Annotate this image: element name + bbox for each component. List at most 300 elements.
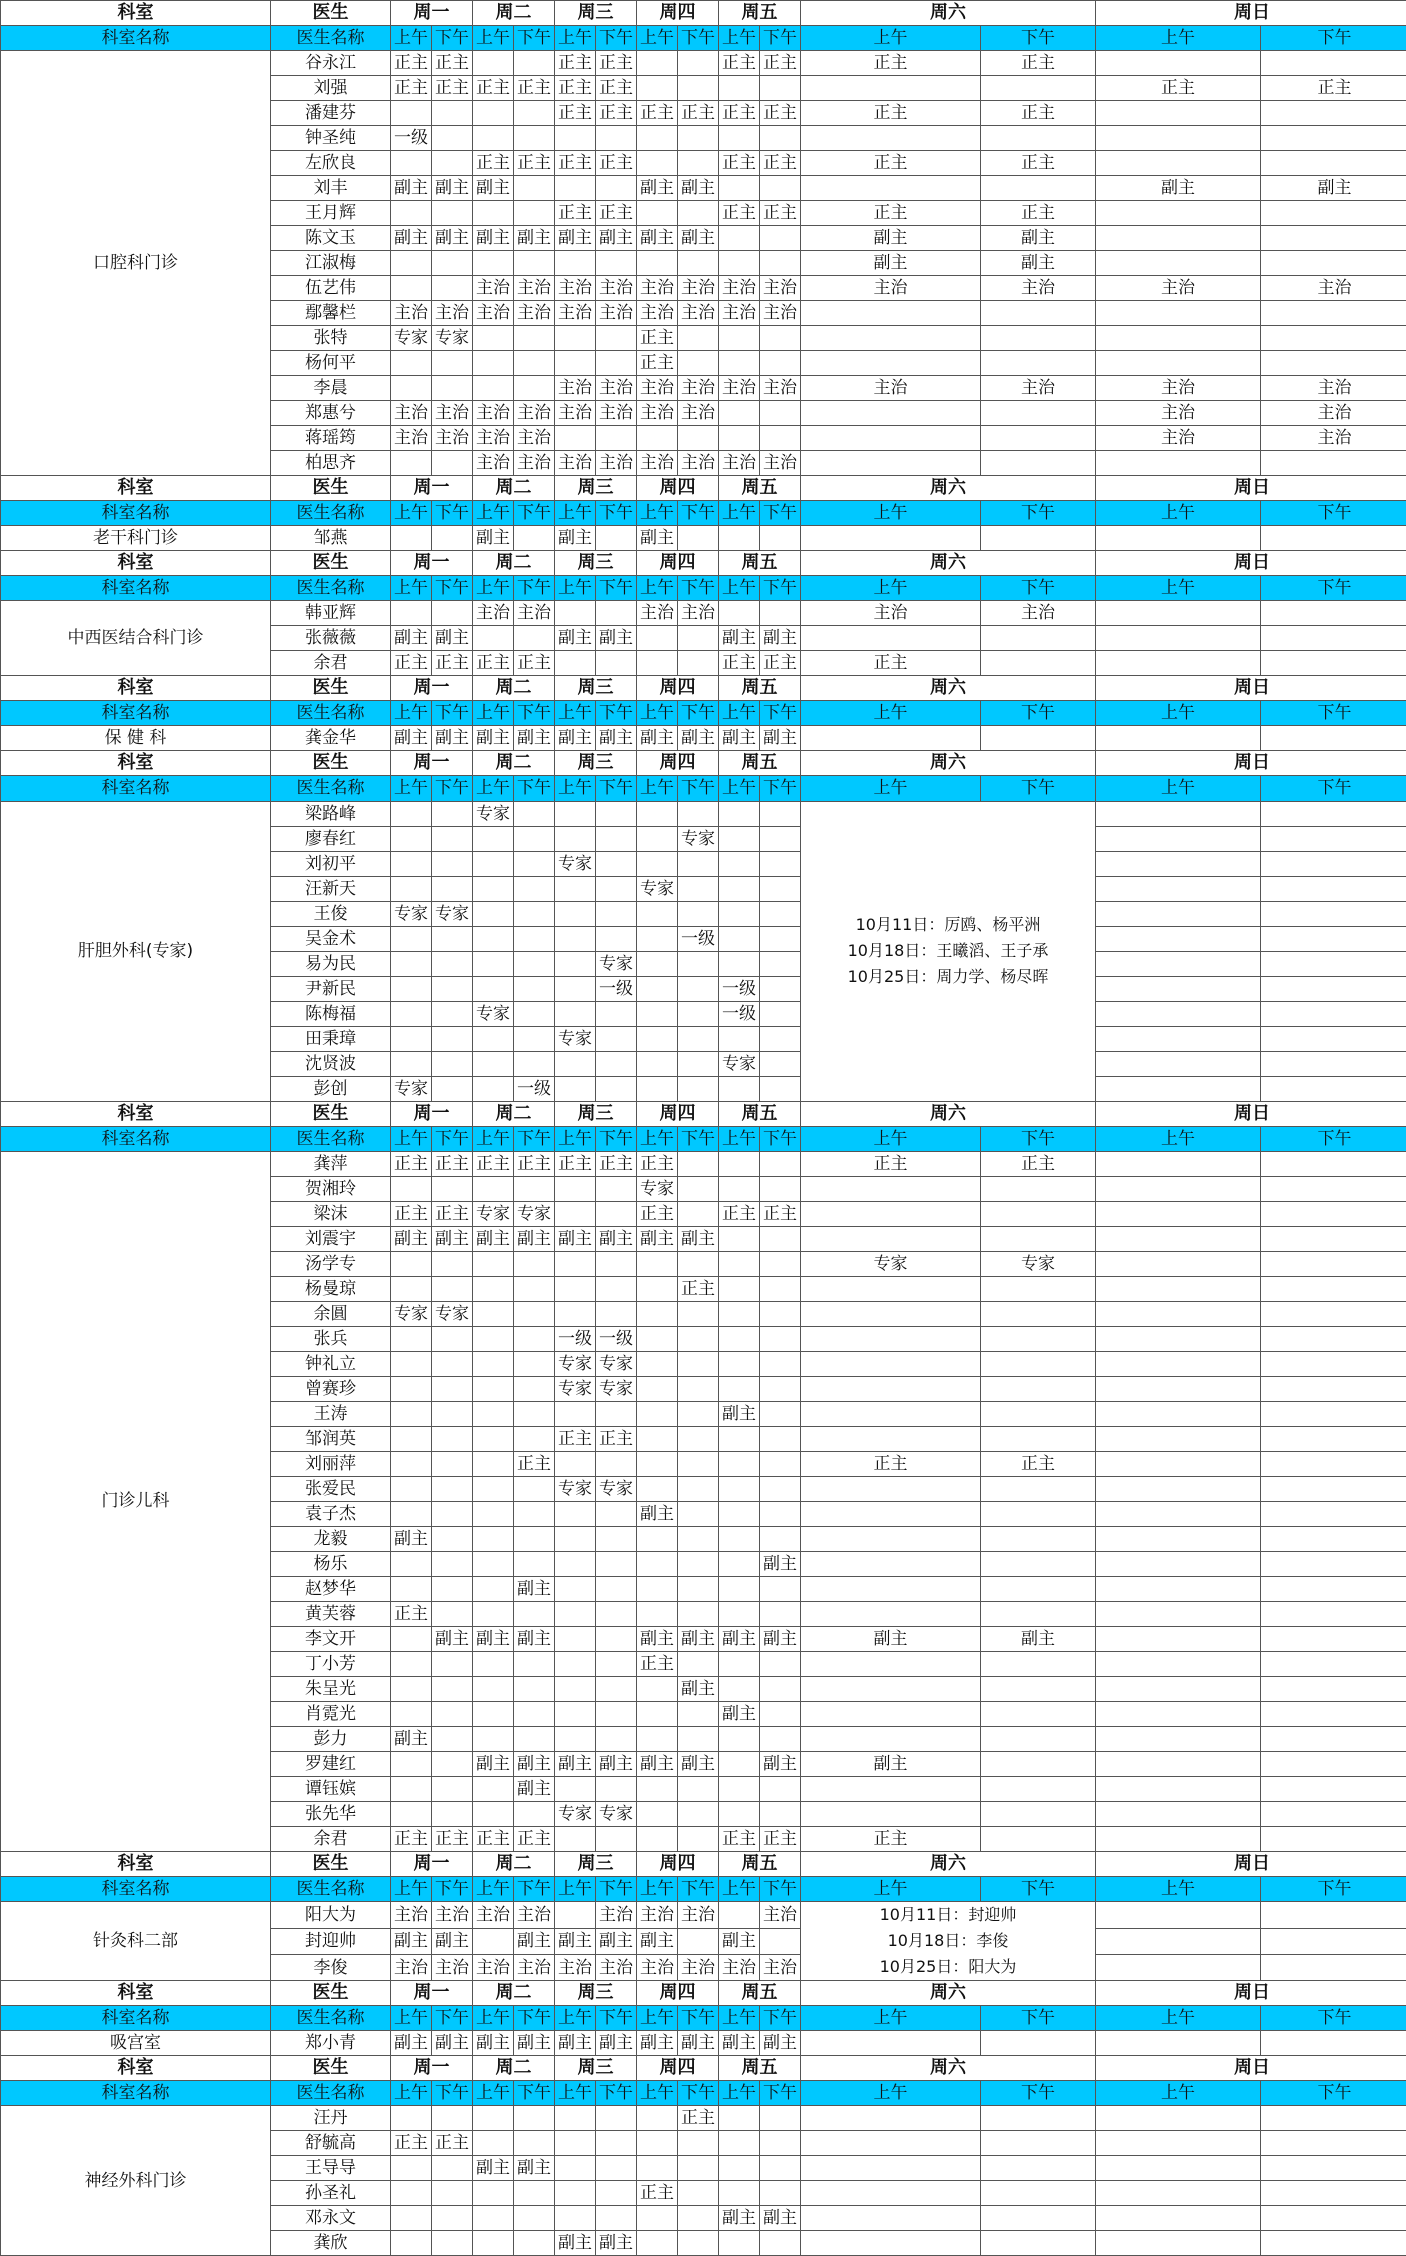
shift-cell	[1096, 951, 1261, 976]
shift-cell	[719, 1326, 760, 1351]
shift-cell	[391, 1001, 432, 1026]
shift-cell	[555, 1401, 596, 1426]
shift-cell: 正主	[596, 1151, 637, 1176]
shift-cell: 主治	[637, 451, 678, 476]
pm-header: 下午	[981, 701, 1096, 726]
shift-cell	[678, 76, 719, 101]
am-header: 上午	[555, 701, 596, 726]
shift-cell	[719, 76, 760, 101]
shift-cell: 正主	[801, 201, 981, 226]
shift-cell: 副主	[514, 726, 555, 751]
shift-cell	[719, 1151, 760, 1176]
shift-cell: 副主	[637, 1752, 678, 1777]
shift-cell: 正主	[760, 151, 801, 176]
shift-cell	[1261, 1076, 1406, 1101]
dept-header: 科室	[1, 751, 271, 776]
shift-cell	[637, 1451, 678, 1476]
pm-header: 下午	[760, 576, 801, 601]
shift-cell	[1261, 351, 1406, 376]
shift-cell	[760, 976, 801, 1001]
shift-cell: 副主	[391, 1727, 432, 1752]
shift-cell	[981, 1727, 1096, 1752]
shift-cell	[1096, 1376, 1261, 1401]
shift-cell: 副主	[514, 1928, 555, 1954]
shift-cell	[514, 1727, 555, 1752]
shift-cell: 正主	[678, 101, 719, 126]
shift-cell	[432, 1702, 473, 1727]
shift-cell	[1261, 1827, 1406, 1852]
weekend-note-line: 10月25日：周力学、杨尽晖	[801, 964, 1095, 990]
shift-cell	[1096, 1251, 1261, 1276]
shift-cell	[1096, 201, 1261, 226]
shift-cell	[1261, 826, 1406, 851]
shift-cell	[760, 1026, 801, 1051]
shift-cell	[596, 901, 637, 926]
shift-cell	[1096, 1702, 1261, 1727]
shift-cell	[555, 876, 596, 901]
shift-cell	[432, 1551, 473, 1576]
day-header: 周日	[1096, 551, 1406, 576]
shift-cell	[1096, 1652, 1261, 1677]
weekend-note-line: 10月25日：阳大为	[801, 1954, 1095, 1980]
shift-cell	[760, 1301, 801, 1326]
shift-cell: 副主	[637, 1627, 678, 1652]
shift-cell: 主治	[801, 601, 981, 626]
shift-cell	[391, 851, 432, 876]
shift-cell: 正主	[473, 151, 514, 176]
day-header: 周四	[637, 2056, 719, 2081]
shift-cell	[760, 1051, 801, 1076]
shift-cell: 专家	[596, 1351, 637, 1376]
shift-cell	[1096, 351, 1261, 376]
shift-cell	[637, 76, 678, 101]
shift-cell	[678, 126, 719, 151]
am-header: 上午	[719, 1877, 760, 1902]
shift-cell	[637, 151, 678, 176]
shift-cell: 副主	[432, 626, 473, 651]
pm-header: 下午	[432, 501, 473, 526]
shift-cell	[473, 2106, 514, 2131]
pm-header: 下午	[514, 1877, 555, 1902]
shift-cell	[1261, 1176, 1406, 1201]
shift-cell	[432, 101, 473, 126]
shift-cell	[801, 2031, 981, 2056]
shift-cell: 主治	[555, 276, 596, 301]
day-header: 周三	[555, 1, 637, 26]
shift-cell: 副主	[981, 251, 1096, 276]
shift-cell: 一级	[555, 1326, 596, 1351]
shift-cell: 副主	[719, 1627, 760, 1652]
doctor-name: 赵梦华	[271, 1576, 391, 1601]
doctor-name: 谷永江	[271, 51, 391, 76]
shift-cell	[637, 901, 678, 926]
shift-cell: 副主	[432, 726, 473, 751]
doctor-name: 张薇薇	[271, 626, 391, 651]
shift-cell: 一级	[719, 976, 760, 1001]
shift-cell	[596, 1201, 637, 1226]
shift-cell	[719, 426, 760, 451]
shift-cell	[637, 926, 678, 951]
shift-cell	[514, 1026, 555, 1051]
shift-cell	[760, 2156, 801, 2181]
shift-cell	[760, 2231, 801, 2256]
shift-cell: 正主	[1096, 76, 1261, 101]
am-header: 上午	[637, 26, 678, 51]
shift-cell	[555, 1526, 596, 1551]
shift-cell	[391, 1576, 432, 1601]
shift-cell: 主治	[473, 401, 514, 426]
shift-cell: 正主	[596, 101, 637, 126]
shift-cell	[391, 2181, 432, 2206]
shift-cell: 专家	[473, 801, 514, 826]
shift-cell	[719, 1251, 760, 1276]
day-header: 周一	[391, 1101, 473, 1126]
doctor-name: 廖春红	[271, 826, 391, 851]
shift-cell	[801, 76, 981, 101]
shift-cell: 主治	[760, 1902, 801, 1928]
shift-cell	[1096, 101, 1261, 126]
shift-cell	[1096, 801, 1261, 826]
shift-cell	[596, 1001, 637, 1026]
shift-cell: 主治	[473, 1954, 514, 1980]
shift-cell	[981, 1752, 1096, 1777]
shift-cell: 主治	[596, 301, 637, 326]
day-header: 周四	[637, 551, 719, 576]
day-header: 周六	[801, 1852, 1096, 1877]
shift-cell	[432, 1752, 473, 1777]
shift-cell	[1096, 926, 1261, 951]
shift-cell	[473, 2231, 514, 2256]
shift-cell: 正主	[432, 1827, 473, 1852]
am-header: 上午	[719, 26, 760, 51]
shift-cell	[514, 851, 555, 876]
doctor-header: 医生	[271, 1852, 391, 1877]
shift-cell: 正主	[760, 51, 801, 76]
shift-cell	[760, 176, 801, 201]
shift-cell	[801, 1501, 981, 1526]
pm-header: 下午	[760, 776, 801, 801]
shift-cell	[637, 1351, 678, 1376]
shift-cell	[719, 1351, 760, 1376]
shift-cell	[473, 101, 514, 126]
shift-cell	[719, 876, 760, 901]
shift-cell: 正主	[801, 1451, 981, 1476]
doctor-name: 阳大为	[271, 1902, 391, 1928]
shift-cell	[432, 976, 473, 1001]
shift-cell	[801, 1376, 981, 1401]
shift-cell	[719, 1076, 760, 1101]
section-header-row	[1, 551, 1406, 576]
shift-cell	[1096, 1426, 1261, 1451]
shift-cell	[1096, 1026, 1261, 1051]
shift-cell	[555, 651, 596, 676]
shift-cell: 正主	[678, 2106, 719, 2131]
shift-cell: 正主	[637, 1652, 678, 1677]
am-header: 上午	[473, 26, 514, 51]
shift-cell	[1261, 801, 1406, 826]
shift-cell: 专家	[596, 1476, 637, 1501]
shift-cell	[391, 601, 432, 626]
shift-cell	[473, 51, 514, 76]
day-header: 周五	[719, 476, 801, 501]
shift-cell	[1096, 1501, 1261, 1526]
dept-header: 科室	[1, 676, 271, 701]
shift-cell	[514, 1176, 555, 1201]
day-header: 周二	[473, 1101, 555, 1126]
shift-cell	[1096, 2231, 1261, 2256]
shift-cell	[555, 1076, 596, 1101]
shift-cell	[719, 1677, 760, 1702]
shift-cell	[432, 1351, 473, 1376]
dept-name-header: 科室名称	[1, 2081, 271, 2106]
shift-cell	[473, 1076, 514, 1101]
doctor-name: 田秉璋	[271, 1026, 391, 1051]
shift-cell	[719, 1476, 760, 1501]
doctor-name: 梁沫	[271, 1201, 391, 1226]
shift-cell	[514, 51, 555, 76]
shift-cell	[596, 526, 637, 551]
dept-name: 针灸科二部	[1, 1902, 271, 1981]
shift-cell	[596, 1501, 637, 1526]
shift-cell	[801, 1702, 981, 1727]
shift-cell	[1261, 1451, 1406, 1476]
shift-cell	[678, 1526, 719, 1551]
shift-cell	[555, 976, 596, 1001]
shift-cell	[760, 1476, 801, 1501]
shift-cell	[760, 1727, 801, 1752]
pm-header: 下午	[596, 26, 637, 51]
section-header-row	[1, 1, 1406, 26]
shift-cell	[719, 2106, 760, 2131]
day-header: 周五	[719, 2056, 801, 2081]
shift-cell	[432, 876, 473, 901]
pm-header: 下午	[1261, 776, 1406, 801]
shift-cell: 副主	[555, 626, 596, 651]
shift-cell: 副主	[514, 2156, 555, 2181]
shift-cell	[596, 1652, 637, 1677]
shift-cell	[1261, 876, 1406, 901]
section-header-row	[1, 751, 1406, 776]
shift-cell: 正主	[981, 51, 1096, 76]
shift-cell	[719, 1026, 760, 1051]
shift-cell	[637, 1076, 678, 1101]
shift-cell: 正主	[637, 326, 678, 351]
doctor-name: 郑小青	[271, 2031, 391, 2056]
shift-cell	[596, 1301, 637, 1326]
shift-cell	[981, 2031, 1096, 2056]
shift-cell	[1261, 1026, 1406, 1051]
shift-cell	[555, 1501, 596, 1526]
day-header: 周六	[801, 1981, 1096, 2006]
day-header: 周六	[801, 476, 1096, 501]
shift-cell	[760, 401, 801, 426]
shift-cell	[391, 2206, 432, 2231]
shift-cell	[678, 976, 719, 1001]
am-header: 上午	[1096, 776, 1261, 801]
shift-cell	[1096, 326, 1261, 351]
shift-cell: 副主	[391, 2031, 432, 2056]
shift-cell	[514, 1476, 555, 1501]
shift-cell	[391, 1702, 432, 1727]
shift-cell	[801, 626, 981, 651]
pm-header: 下午	[596, 576, 637, 601]
shift-cell	[637, 2106, 678, 2131]
pm-header: 下午	[432, 26, 473, 51]
shift-cell	[801, 2231, 981, 2256]
shift-cell	[801, 1276, 981, 1301]
shift-cell	[1261, 1301, 1406, 1326]
shift-cell: 正主	[637, 101, 678, 126]
shift-cell	[432, 1727, 473, 1752]
section-subheader-row	[1, 1126, 1406, 1151]
doctor-name: 钟礼立	[271, 1351, 391, 1376]
shift-cell	[514, 1301, 555, 1326]
shift-cell	[596, 1451, 637, 1476]
shift-cell: 副主	[678, 1226, 719, 1251]
shift-cell	[719, 801, 760, 826]
shift-cell	[514, 1602, 555, 1627]
doctor-name: 刘丰	[271, 176, 391, 201]
shift-cell	[555, 1301, 596, 1326]
doctor-header: 医生	[271, 2056, 391, 2081]
shift-cell	[719, 1526, 760, 1551]
pm-header: 下午	[514, 1126, 555, 1151]
day-header: 周日	[1096, 1101, 1406, 1126]
shift-cell	[596, 1076, 637, 1101]
shift-cell: 副主	[473, 226, 514, 251]
doctor-name: 王涛	[271, 1401, 391, 1426]
am-header: 上午	[473, 501, 514, 526]
shift-cell	[432, 1652, 473, 1677]
shift-cell	[678, 1777, 719, 1802]
shift-cell: 副主	[719, 726, 760, 751]
shift-cell: 副主	[801, 1627, 981, 1652]
shift-cell	[719, 826, 760, 851]
dept-name: 口腔科门诊	[1, 51, 271, 476]
day-header: 周二	[473, 551, 555, 576]
shift-cell: 专家	[981, 1251, 1096, 1276]
shift-cell	[1261, 326, 1406, 351]
shift-cell	[637, 1476, 678, 1501]
shift-cell: 正主	[637, 351, 678, 376]
shift-cell	[473, 1476, 514, 1501]
shift-cell	[678, 1026, 719, 1051]
shift-cell: 正主	[391, 651, 432, 676]
shift-cell	[1261, 1376, 1406, 1401]
shift-cell	[760, 901, 801, 926]
shift-cell: 主治	[719, 276, 760, 301]
shift-cell	[1261, 2031, 1406, 2056]
shift-cell: 副主	[637, 226, 678, 251]
shift-cell	[555, 951, 596, 976]
dept-name: 老干科门诊	[1, 526, 271, 551]
doctor-row	[1, 51, 1406, 76]
shift-cell	[432, 351, 473, 376]
shift-cell	[391, 151, 432, 176]
shift-cell	[678, 2156, 719, 2181]
pm-header: 下午	[678, 26, 719, 51]
shift-cell: 副主	[391, 1226, 432, 1251]
shift-cell: 正主	[801, 1151, 981, 1176]
shift-cell: 专家	[514, 1201, 555, 1226]
shift-cell	[514, 351, 555, 376]
pm-header: 下午	[760, 2006, 801, 2031]
am-header: 上午	[801, 776, 981, 801]
shift-cell: 主治	[637, 1902, 678, 1928]
shift-cell: 正主	[801, 51, 981, 76]
shift-cell	[760, 1326, 801, 1351]
shift-cell: 副主	[596, 626, 637, 651]
pm-header: 下午	[1261, 26, 1406, 51]
shift-cell	[637, 2131, 678, 2156]
am-header: 上午	[391, 2081, 432, 2106]
shift-cell: 专家	[637, 876, 678, 901]
shift-cell: 副主	[678, 726, 719, 751]
shift-cell	[1096, 1551, 1261, 1576]
pm-header: 下午	[1261, 701, 1406, 726]
dept-name: 肝胆外科(专家)	[1, 801, 271, 1101]
shift-cell	[678, 1076, 719, 1101]
section-subheader-row	[1, 1877, 1406, 1902]
day-header: 周日	[1096, 476, 1406, 501]
shift-cell	[1261, 1627, 1406, 1652]
am-header: 上午	[637, 1877, 678, 1902]
day-header: 周三	[555, 751, 637, 776]
day-header: 周四	[637, 676, 719, 701]
shift-cell	[596, 326, 637, 351]
doctor-name: 余君	[271, 1827, 391, 1852]
am-header: 上午	[391, 776, 432, 801]
shift-cell	[555, 2156, 596, 2181]
shift-cell: 主治	[555, 451, 596, 476]
shift-cell	[981, 651, 1096, 676]
doctor-name: 刘震宇	[271, 1226, 391, 1251]
shift-cell	[432, 201, 473, 226]
am-header: 上午	[391, 1877, 432, 1902]
shift-cell	[1261, 1954, 1406, 1980]
shift-cell	[473, 976, 514, 1001]
shift-cell: 正主	[801, 1827, 981, 1852]
shift-cell	[678, 1151, 719, 1176]
shift-cell	[432, 1602, 473, 1627]
shift-cell	[514, 126, 555, 151]
shift-cell	[596, 1602, 637, 1627]
am-header: 上午	[1096, 1877, 1261, 1902]
am-header: 上午	[473, 1126, 514, 1151]
pm-header: 下午	[432, 701, 473, 726]
shift-cell	[981, 1827, 1096, 1852]
shift-cell: 副主	[514, 2031, 555, 2056]
shift-cell: 主治	[1096, 401, 1261, 426]
shift-cell	[1261, 1702, 1406, 1727]
shift-cell	[981, 1476, 1096, 1501]
shift-cell: 主治	[596, 376, 637, 401]
shift-cell: 主治	[596, 401, 637, 426]
section-subheader-row	[1, 2081, 1406, 2106]
shift-cell: 主治	[678, 301, 719, 326]
doctor-name: 吴金术	[271, 926, 391, 951]
pm-header: 下午	[981, 576, 1096, 601]
shift-cell	[596, 851, 637, 876]
shift-cell	[1096, 1827, 1261, 1852]
shift-cell	[555, 1176, 596, 1201]
weekend-note-line: 10月11日：封迎帅	[801, 1902, 1095, 1928]
section-header-row	[1, 676, 1406, 701]
am-header: 上午	[1096, 2006, 1261, 2031]
shift-cell	[637, 1376, 678, 1401]
shift-cell	[1261, 1902, 1406, 1928]
shift-cell	[1096, 526, 1261, 551]
